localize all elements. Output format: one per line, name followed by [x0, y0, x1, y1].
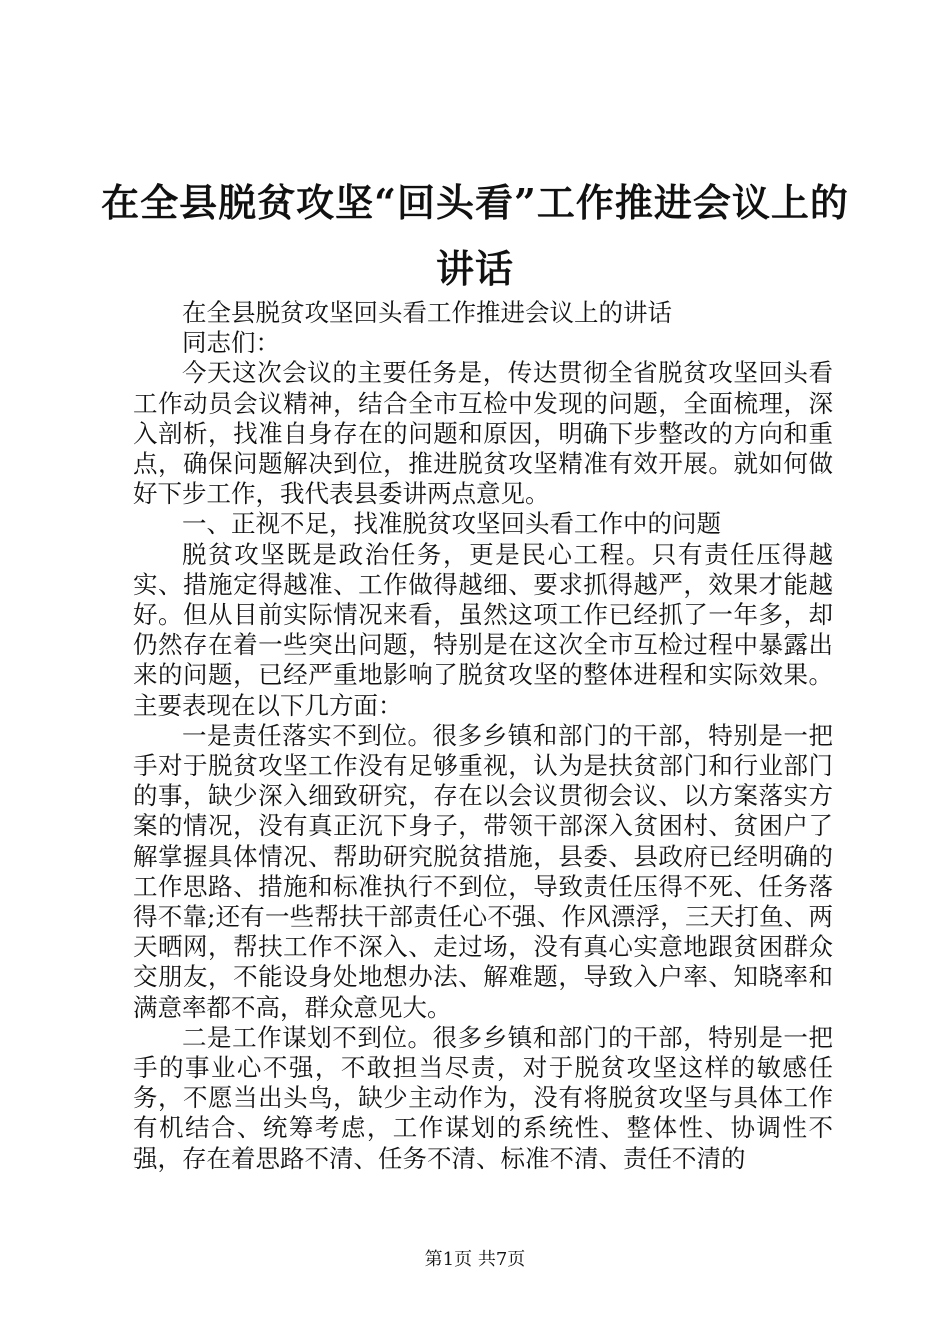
body-paragraph: 脱贫攻坚既是政治任务，更是民心工程。只有责任压得越实、措施定得越准、工作做得越细、要求抓得越严，效果才能越好。但从目前实际情况来看，虽然这项工作已经抓了一年多，却仍然存在着一些突出问题，特别是在这次全市互检过程中暴露出来的问题，已经严重地影响了脱贫攻坚的整体进程和实际效果。主要表现在以下几方面： — [133, 539, 833, 720]
body-paragraph: 二是工作谋划不到位。很多乡镇和部门的干部，特别是一把手的事业心不强，不敢担当尽责，对于脱贫攻坚这样的敏感任务，不愿当出头鸟，缺少主动作为，没有将脱贫攻坚与具体工作有机结合、统筹考虑，工作谋划的系统性、整体性、协调性不强，存在着思路不清、任务不清、标准不清、责任不清的 — [133, 1022, 833, 1173]
document-title: 在全县脱贫攻坚“回头看”工作推进会议上的讲话 — [101, 180, 849, 291]
body-paragraph: 一是责任落实不到位。很多乡镇和部门的干部，特别是一把手对于脱贫攻坚工作没有足够重视，认为是扶贫部门和行业部门的事，缺少深入细致研究，存在以会议贯彻会议、以方案落实方案的情况，没有真正沉下身子，带领干部深入贫困村、贫困户了解掌握具体情况、帮助研究脱贫措施，县委、县政府已经明确的工作思路、措施和标准执行不到位，导致责任压得不死、任务落得不靠;还有一些帮扶干部责任心不强、作风漂浮，三天打鱼、两天晒网，帮扶工作不深入、走过场，没有真心实意地跟贫困群众交朋友，不能设身处地想办法、解难题，导致入户率、知晓率和满意率都不高，群众意见大。 — [133, 720, 833, 1022]
intro-paragraph: 今天这次会议的主要任务是，传达贯彻全省脱贫攻坚回头看工作动员会议精神，结合全市互检中发现的问题，全面梳理，深入剖析，找准自身存在的问题和原因，明确下步整改的方向和重点，确保问题解决到位，推进脱贫攻坚精准有效开展。就如何做好下步工作，我代表县委讲两点意见。 — [133, 358, 833, 509]
section-heading: 一、正视不足，找准脱贫攻坚回头看工作中的问题 — [182, 509, 721, 539]
subtitle-paragraph: 在全县脱贫攻坚回头看工作推进会议上的讲话 — [182, 298, 672, 327]
page-footer: 第1页 共7页 — [424, 1249, 526, 1270]
document-body — [133, 298, 833, 1174]
salutation-paragraph: 同志们： — [182, 328, 280, 358]
